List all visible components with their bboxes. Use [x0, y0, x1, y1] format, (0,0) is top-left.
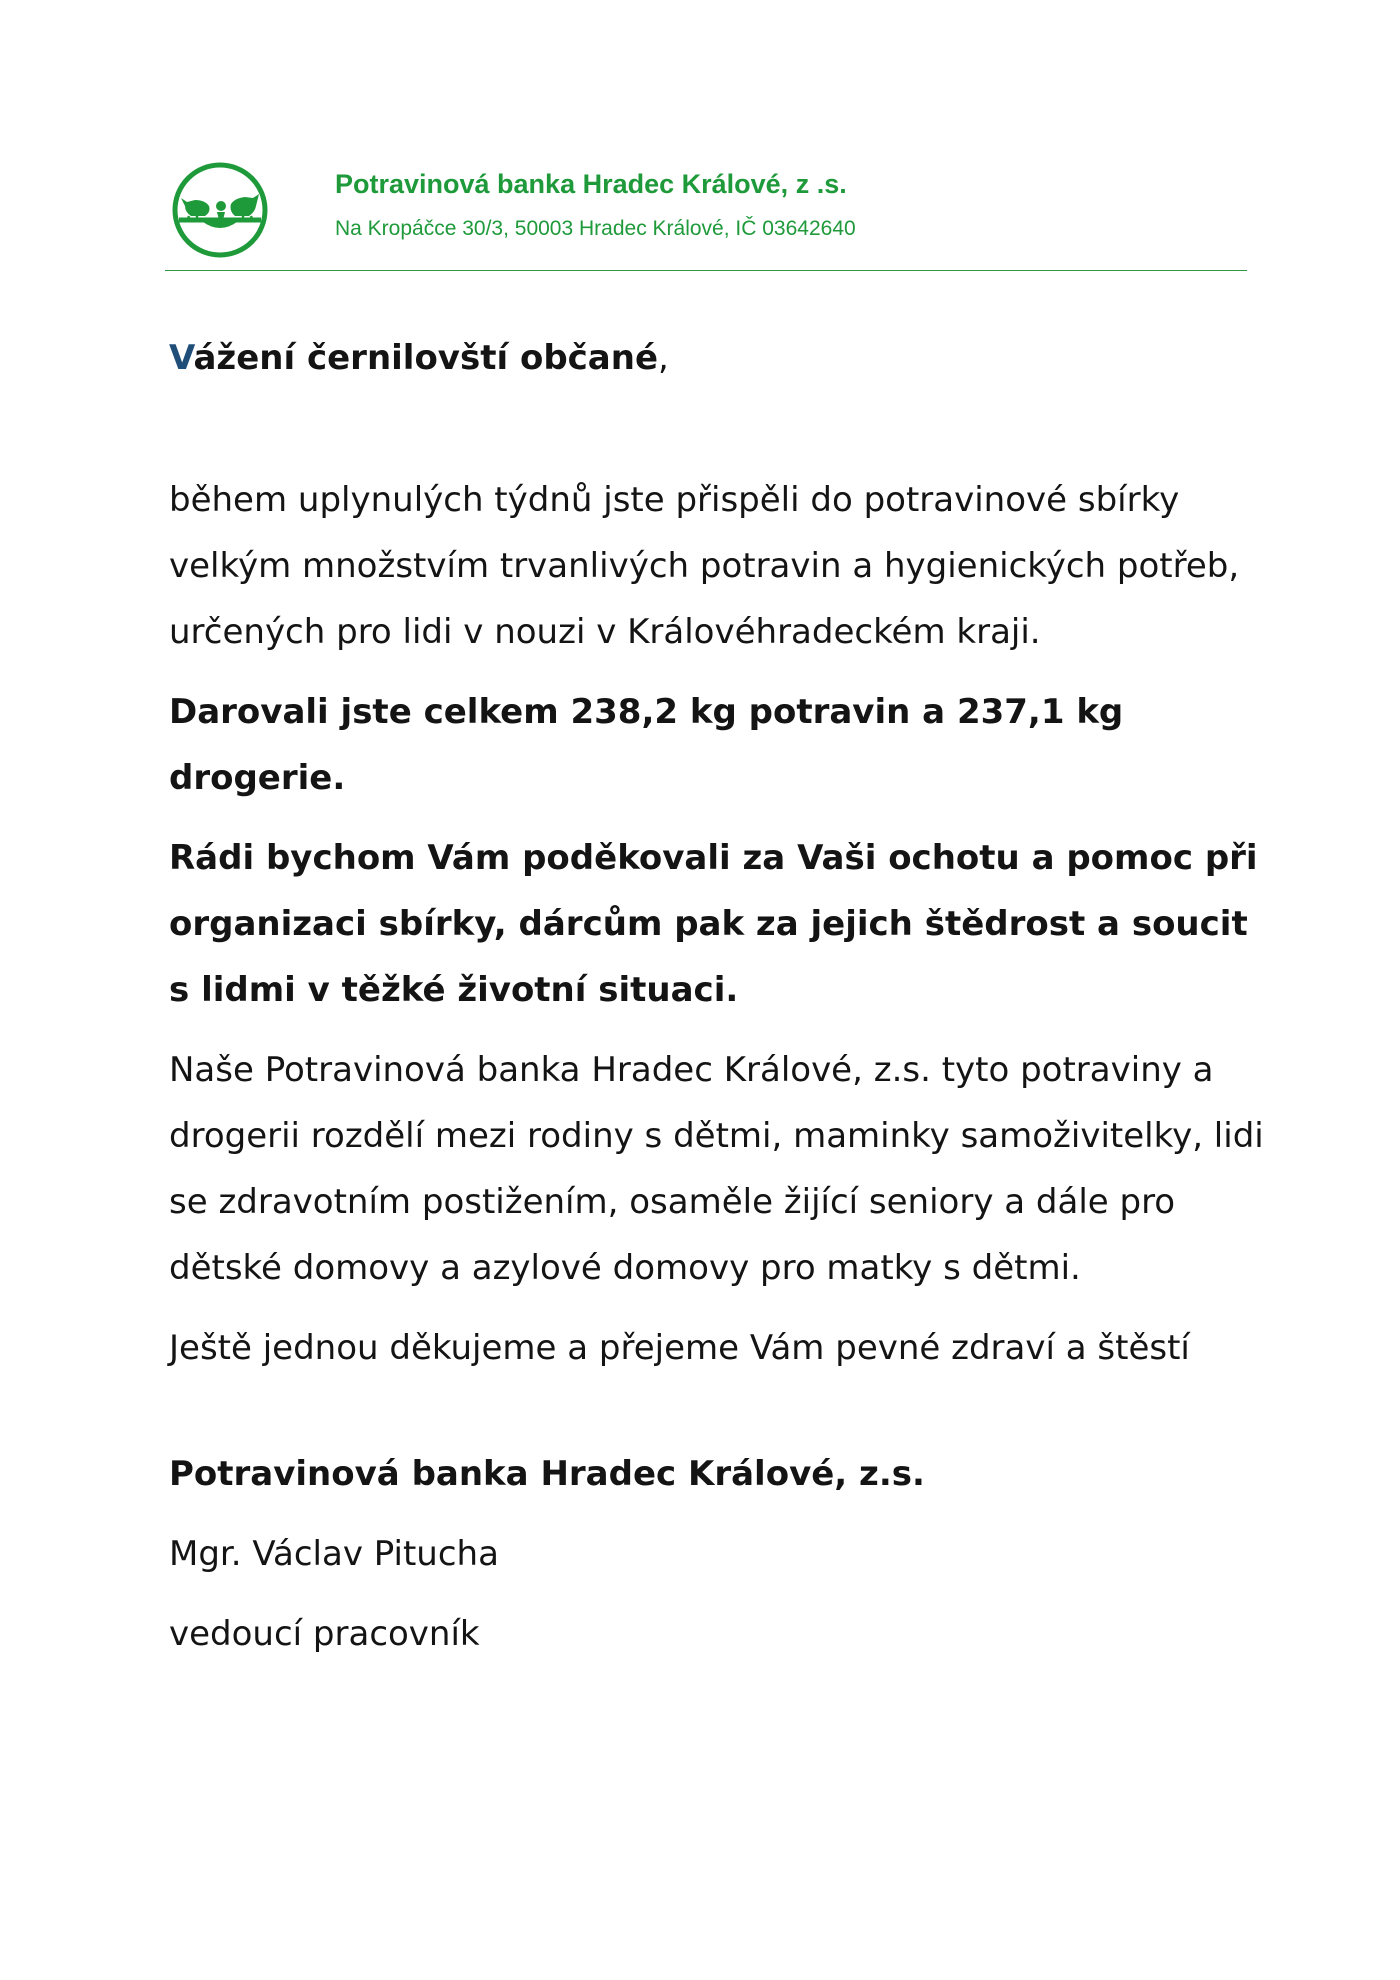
organization-address: Na Kropáčce 30/3, 50003 Hradec Králové, IČ 03642640: [335, 217, 856, 240]
closing-paragraph: Ještě jednou děkujeme a přejeme Vám pevné zdraví a štěstí: [169, 1328, 1190, 1368]
greeting-comma: ,: [658, 338, 669, 378]
signatory-name: Mgr. Václav Pitucha: [169, 1534, 499, 1574]
greeting-initial: V: [169, 338, 194, 378]
signatory-title: vedoucí pracovník: [169, 1614, 480, 1654]
letter-greeting: [169, 325, 1269, 391]
letterhead: [165, 155, 1245, 273]
signature-organization: Potravinová banka Hradec Králové, z.s.: [169, 1454, 925, 1494]
header-divider: [165, 270, 1247, 271]
intro-paragraph: během uplynulých týdnů jste přispěli do potravinové sbírky velkým množstvím trvanlivých potravin a hygienických potřeb, určených pro lidi v nouzi v Královéhradeckém kraji.: [169, 480, 1240, 652]
distribution-paragraph: Naše Potravinová banka Hradec Králové, z.s. tyto potraviny a drogerii rozdělí mezi rodiny s dětmi, maminky samoživitelky, lidi se zdravotním postižením, osaměle žijící seniory a dále pro dětské domovy a azylové domovy pro matky s dětmi.: [169, 1050, 1264, 1288]
organization-name: Potravinová banka Hradec Králové, z .s.: [335, 169, 847, 199]
greeting-text: ážení černilovští občané: [193, 338, 659, 378]
letter-body: [169, 325, 1269, 1681]
donation-summary: Darovali jste celkem 238,2 kg potravin a 237,1 kg drogerie.: [169, 692, 1124, 798]
food-bank-logo-icon: [165, 160, 275, 260]
thanks-paragraph: Rádi bychom Vám poděkovali za Vaši ochotu a pomoc při organizaci sbírky, dárcům pak za jejich štědrost a soucit s lidmi v těžké životní situaci.: [169, 838, 1258, 1010]
